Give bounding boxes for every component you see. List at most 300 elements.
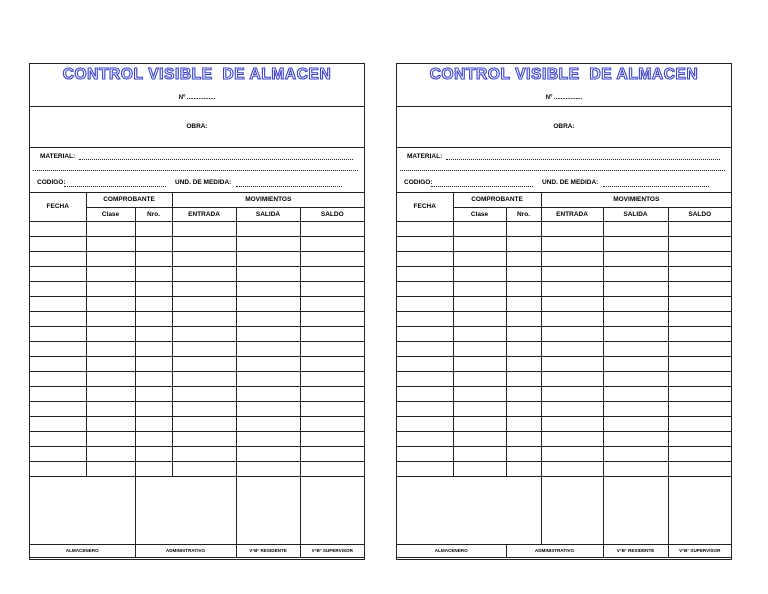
table-row — [30, 251, 364, 266]
table-cell — [172, 236, 236, 251]
table-cell — [30, 371, 86, 386]
table-row — [397, 221, 731, 236]
residente-label: V°B° RESIDENTE — [603, 544, 668, 557]
table-cell — [86, 446, 135, 461]
table-cell — [397, 431, 453, 446]
table-cell — [397, 236, 453, 251]
table-cell — [86, 236, 135, 251]
table-cell — [30, 461, 86, 476]
table-cell — [541, 386, 603, 401]
unidad-medida-label: UND. DE MEDIDA: — [542, 179, 599, 186]
table-cell — [453, 341, 506, 356]
table-row — [397, 236, 731, 251]
table-cell — [506, 266, 541, 281]
table-cell — [506, 356, 541, 371]
table-row — [30, 266, 364, 281]
table-cell — [668, 386, 731, 401]
table-cell — [603, 341, 668, 356]
table-cell — [86, 251, 135, 266]
table-cell — [86, 311, 135, 326]
table-row — [397, 266, 731, 281]
table-cell — [236, 251, 300, 266]
nro-header: Nro. — [506, 207, 541, 221]
table-cell — [453, 251, 506, 266]
movements-table — [30, 193, 364, 558]
table-cell — [86, 401, 135, 416]
table-cell — [300, 281, 364, 296]
table-cell — [668, 401, 731, 416]
table-cell — [135, 416, 172, 431]
table-cell — [172, 461, 236, 476]
table-cell — [541, 251, 603, 266]
table-cell — [397, 356, 453, 371]
table-cell — [453, 401, 506, 416]
sign-cell-administrativo — [541, 476, 603, 544]
table-cell — [172, 281, 236, 296]
form-title: CONTROL VISIBLE DE ALMACEN — [62, 66, 332, 83]
form-number-label: Nº ................. — [178, 95, 216, 101]
movimientos-header: MOVIMIENTOS — [172, 193, 364, 207]
table-cell — [603, 371, 668, 386]
residente-label: V°B° RESIDENTE — [236, 544, 300, 557]
table-cell — [30, 281, 86, 296]
table-cell — [236, 401, 300, 416]
table-cell — [236, 266, 300, 281]
table-cell — [236, 221, 300, 236]
table-cell — [506, 221, 541, 236]
table-cell — [453, 236, 506, 251]
table-cell — [603, 461, 668, 476]
sign-cell-residente — [236, 476, 300, 544]
table-cell — [397, 446, 453, 461]
table-cell — [300, 266, 364, 281]
salida-header: SALIDA — [236, 207, 300, 221]
table-cell — [172, 266, 236, 281]
material-section — [397, 148, 731, 170]
table-cell — [30, 266, 86, 281]
table-row — [30, 461, 364, 476]
clase-header: Clase — [453, 207, 506, 221]
table-cell — [453, 356, 506, 371]
table-row — [30, 371, 364, 386]
administrativo-label: ADMINISTRATIVO — [506, 544, 603, 557]
table-cell — [300, 326, 364, 341]
table-cell — [506, 401, 541, 416]
table-cell — [541, 326, 603, 341]
table-cell — [668, 311, 731, 326]
material-line — [79, 159, 353, 160]
table-cell — [506, 416, 541, 431]
table-cell — [236, 326, 300, 341]
table-cell — [300, 236, 364, 251]
table-cell — [236, 461, 300, 476]
table-cell — [541, 221, 603, 236]
table-cell — [135, 401, 172, 416]
sign-cell-residente — [603, 476, 668, 544]
table-cell — [236, 341, 300, 356]
table-cell — [668, 371, 731, 386]
table-cell — [135, 221, 172, 236]
table-cell — [668, 416, 731, 431]
saldo-header: SALDO — [300, 207, 364, 221]
table-cell — [541, 416, 603, 431]
unidad-medida-line — [236, 186, 342, 187]
table-cell — [236, 416, 300, 431]
table-row — [397, 311, 731, 326]
table-cell — [86, 221, 135, 236]
table-cell — [86, 281, 135, 296]
obra-label: OBRA: — [553, 123, 575, 130]
unidad-medida-label: UND. DE MEDIDA: — [175, 179, 232, 186]
table-cell — [397, 296, 453, 311]
obra-section — [397, 107, 731, 148]
warehouse-form-right — [396, 63, 732, 560]
table-cell — [603, 311, 668, 326]
supervisor-label: V°B° SUPERVISOR — [300, 544, 364, 557]
table-cell — [172, 416, 236, 431]
table-cell — [86, 461, 135, 476]
table-cell — [668, 326, 731, 341]
comprobante-header: COMPROBANTE — [453, 193, 541, 207]
table-row — [30, 341, 364, 356]
table-row — [30, 296, 364, 311]
clase-header: Clase — [86, 207, 135, 221]
table-cell — [506, 371, 541, 386]
table-row — [30, 221, 364, 236]
table-cell — [86, 356, 135, 371]
form-header — [397, 64, 731, 107]
obra-section — [30, 107, 364, 148]
table-cell — [397, 401, 453, 416]
table-cell — [668, 296, 731, 311]
table-cell — [603, 281, 668, 296]
table-row — [30, 281, 364, 296]
table-row — [30, 326, 364, 341]
table-cell — [300, 221, 364, 236]
table-row — [397, 371, 731, 386]
table-cell — [30, 296, 86, 311]
table-cell — [603, 251, 668, 266]
table-cell — [541, 401, 603, 416]
material-line — [446, 159, 720, 160]
table-cell — [541, 296, 603, 311]
table-cell — [541, 461, 603, 476]
table-cell — [300, 341, 364, 356]
table-cell — [397, 251, 453, 266]
table-cell — [603, 386, 668, 401]
table-cell — [603, 416, 668, 431]
table-cell — [135, 251, 172, 266]
table-cell — [453, 296, 506, 311]
table-cell — [603, 236, 668, 251]
codigo-label: CODIGO: — [37, 179, 66, 186]
material-section — [30, 148, 364, 170]
form-header — [30, 64, 364, 107]
table-cell — [300, 416, 364, 431]
table-cell — [86, 266, 135, 281]
table-row — [397, 461, 731, 476]
table-row — [397, 326, 731, 341]
table-row — [30, 431, 364, 446]
material-label: MATERIAL: — [407, 153, 443, 160]
table-cell — [541, 311, 603, 326]
almacenero-label: ALMACENERO — [30, 544, 135, 557]
table-cell — [135, 326, 172, 341]
table-cell — [30, 341, 86, 356]
saldo-header: SALDO — [668, 207, 731, 221]
table-cell — [668, 281, 731, 296]
table-cell — [30, 401, 86, 416]
table-cell — [453, 326, 506, 341]
unidad-medida-line — [603, 186, 709, 187]
table-cell — [668, 251, 731, 266]
table-cell — [135, 341, 172, 356]
table-cell — [172, 401, 236, 416]
table-cell — [300, 446, 364, 461]
codigo-line — [431, 186, 533, 187]
table-row — [397, 416, 731, 431]
table-cell — [603, 356, 668, 371]
table-cell — [506, 296, 541, 311]
table-cell — [172, 371, 236, 386]
table-cell — [506, 311, 541, 326]
form-number-label: Nº ................. — [545, 95, 583, 101]
fecha-header: FECHA — [30, 193, 86, 221]
table-cell — [172, 341, 236, 356]
table-cell — [86, 341, 135, 356]
table-cell — [668, 461, 731, 476]
table-row — [397, 251, 731, 266]
table-row — [397, 281, 731, 296]
table-cell — [300, 356, 364, 371]
table-cell — [453, 416, 506, 431]
table-cell — [541, 266, 603, 281]
table-cell — [172, 221, 236, 236]
table-row — [397, 356, 731, 371]
table-cell — [397, 266, 453, 281]
table-cell — [397, 221, 453, 236]
table-cell — [603, 326, 668, 341]
table-cell — [668, 431, 731, 446]
table-cell — [300, 401, 364, 416]
table-cell — [135, 431, 172, 446]
almacenero-label: ALMACENERO — [397, 544, 506, 557]
table-cell — [506, 326, 541, 341]
table-cell — [30, 356, 86, 371]
table-row — [30, 416, 364, 431]
table-cell — [541, 281, 603, 296]
table-cell — [506, 431, 541, 446]
table-cell — [236, 446, 300, 461]
table-cell — [603, 221, 668, 236]
table-cell — [603, 296, 668, 311]
table-row — [397, 401, 731, 416]
table-cell — [30, 251, 86, 266]
table-cell — [397, 311, 453, 326]
codigo-label: CODIGO: — [404, 179, 433, 186]
table-cell — [135, 461, 172, 476]
table-cell — [397, 326, 453, 341]
table-row — [397, 296, 731, 311]
table-cell — [397, 386, 453, 401]
table-cell — [603, 431, 668, 446]
table-cell — [453, 311, 506, 326]
table-cell — [506, 461, 541, 476]
table-cell — [135, 446, 172, 461]
table-cell — [236, 236, 300, 251]
signature-labels — [30, 544, 364, 557]
table-cell — [506, 281, 541, 296]
signature-labels — [397, 544, 731, 557]
table-cell — [397, 371, 453, 386]
table-cell — [172, 296, 236, 311]
table-cell — [172, 326, 236, 341]
table-cell — [30, 431, 86, 446]
table-cell — [397, 416, 453, 431]
table-cell — [668, 221, 731, 236]
table-cell — [30, 416, 86, 431]
table-cell — [135, 356, 172, 371]
table-cell — [668, 266, 731, 281]
table-cell — [172, 251, 236, 266]
codigo-section — [397, 170, 731, 193]
table-cell — [135, 236, 172, 251]
table-cell — [397, 341, 453, 356]
table-cell — [86, 326, 135, 341]
table-cell — [541, 431, 603, 446]
table-cell — [172, 446, 236, 461]
sign-cell-administrativo — [135, 476, 236, 544]
table-cell — [30, 311, 86, 326]
table-cell — [86, 296, 135, 311]
comprobante-header: COMPROBANTE — [86, 193, 172, 207]
table-cell — [453, 431, 506, 446]
table-cell — [236, 311, 300, 326]
table-cell — [236, 281, 300, 296]
table-cell — [506, 236, 541, 251]
table-cell — [300, 431, 364, 446]
table-cell — [453, 281, 506, 296]
table-row — [30, 236, 364, 251]
table-cell — [86, 416, 135, 431]
sign-cell-almacenero — [30, 476, 135, 544]
table-cell — [300, 386, 364, 401]
codigo-line — [64, 186, 166, 187]
table-cell — [506, 251, 541, 266]
nro-header: Nro. — [135, 207, 172, 221]
table-cell — [397, 281, 453, 296]
table-cell — [506, 446, 541, 461]
table-cell — [30, 386, 86, 401]
entrada-header: ENTRADA — [172, 207, 236, 221]
sign-cell-supervisor — [668, 476, 731, 544]
table-cell — [172, 356, 236, 371]
table-cell — [506, 341, 541, 356]
table-cell — [668, 236, 731, 251]
table-cell — [236, 371, 300, 386]
table-cell — [397, 461, 453, 476]
sign-cell-supervisor — [300, 476, 364, 544]
table-cell — [453, 386, 506, 401]
table-cell — [30, 221, 86, 236]
table-cell — [236, 296, 300, 311]
table-row — [30, 401, 364, 416]
warehouse-form-left — [29, 63, 365, 560]
codigo-section — [30, 170, 364, 193]
table-cell — [541, 371, 603, 386]
table-cell — [236, 356, 300, 371]
table-cell — [506, 386, 541, 401]
table-cell — [541, 356, 603, 371]
table-row — [397, 431, 731, 446]
table-cell — [541, 236, 603, 251]
signature-area — [397, 476, 731, 544]
table-row — [30, 356, 364, 371]
table-cell — [541, 341, 603, 356]
table-cell — [30, 446, 86, 461]
table-cell — [86, 431, 135, 446]
table-cell — [135, 266, 172, 281]
movimientos-header: MOVIMIENTOS — [541, 193, 731, 207]
obra-label: OBRA: — [186, 123, 208, 130]
table-row — [30, 446, 364, 461]
table-cell — [300, 311, 364, 326]
signature-area — [30, 476, 364, 544]
salida-header: SALIDA — [603, 207, 668, 221]
table-cell — [453, 446, 506, 461]
table-cell — [603, 446, 668, 461]
table-cell — [236, 431, 300, 446]
table-cell — [172, 431, 236, 446]
table-row — [397, 341, 731, 356]
table-cell — [300, 461, 364, 476]
table-cell — [603, 401, 668, 416]
table-cell — [172, 311, 236, 326]
fecha-header: FECHA — [397, 193, 453, 221]
table-row — [30, 386, 364, 401]
table-cell — [86, 371, 135, 386]
administrativo-label: ADMINISTRATIVO — [135, 544, 236, 557]
table-cell — [135, 386, 172, 401]
table-row — [30, 311, 364, 326]
table-cell — [300, 251, 364, 266]
table-cell — [603, 266, 668, 281]
table-cell — [453, 371, 506, 386]
table-cell — [236, 386, 300, 401]
table-cell — [453, 221, 506, 236]
table-cell — [135, 311, 172, 326]
form-title: CONTROL VISIBLE DE ALMACEN — [429, 66, 699, 83]
table-body — [30, 221, 364, 557]
material-label: MATERIAL: — [40, 153, 76, 160]
table-cell — [86, 386, 135, 401]
table-cell — [300, 296, 364, 311]
table-cell — [453, 461, 506, 476]
table-cell — [30, 326, 86, 341]
table-cell — [541, 446, 603, 461]
table-cell — [668, 341, 731, 356]
table-cell — [30, 236, 86, 251]
sign-cell-almacenero — [397, 476, 541, 544]
table-cell — [172, 386, 236, 401]
table-cell — [135, 371, 172, 386]
table-row — [397, 386, 731, 401]
supervisor-label: V°B° SUPERVISOR — [668, 544, 731, 557]
movements-table — [397, 193, 731, 558]
table-cell — [668, 356, 731, 371]
entrada-header: ENTRADA — [541, 207, 603, 221]
table-body — [397, 221, 731, 557]
